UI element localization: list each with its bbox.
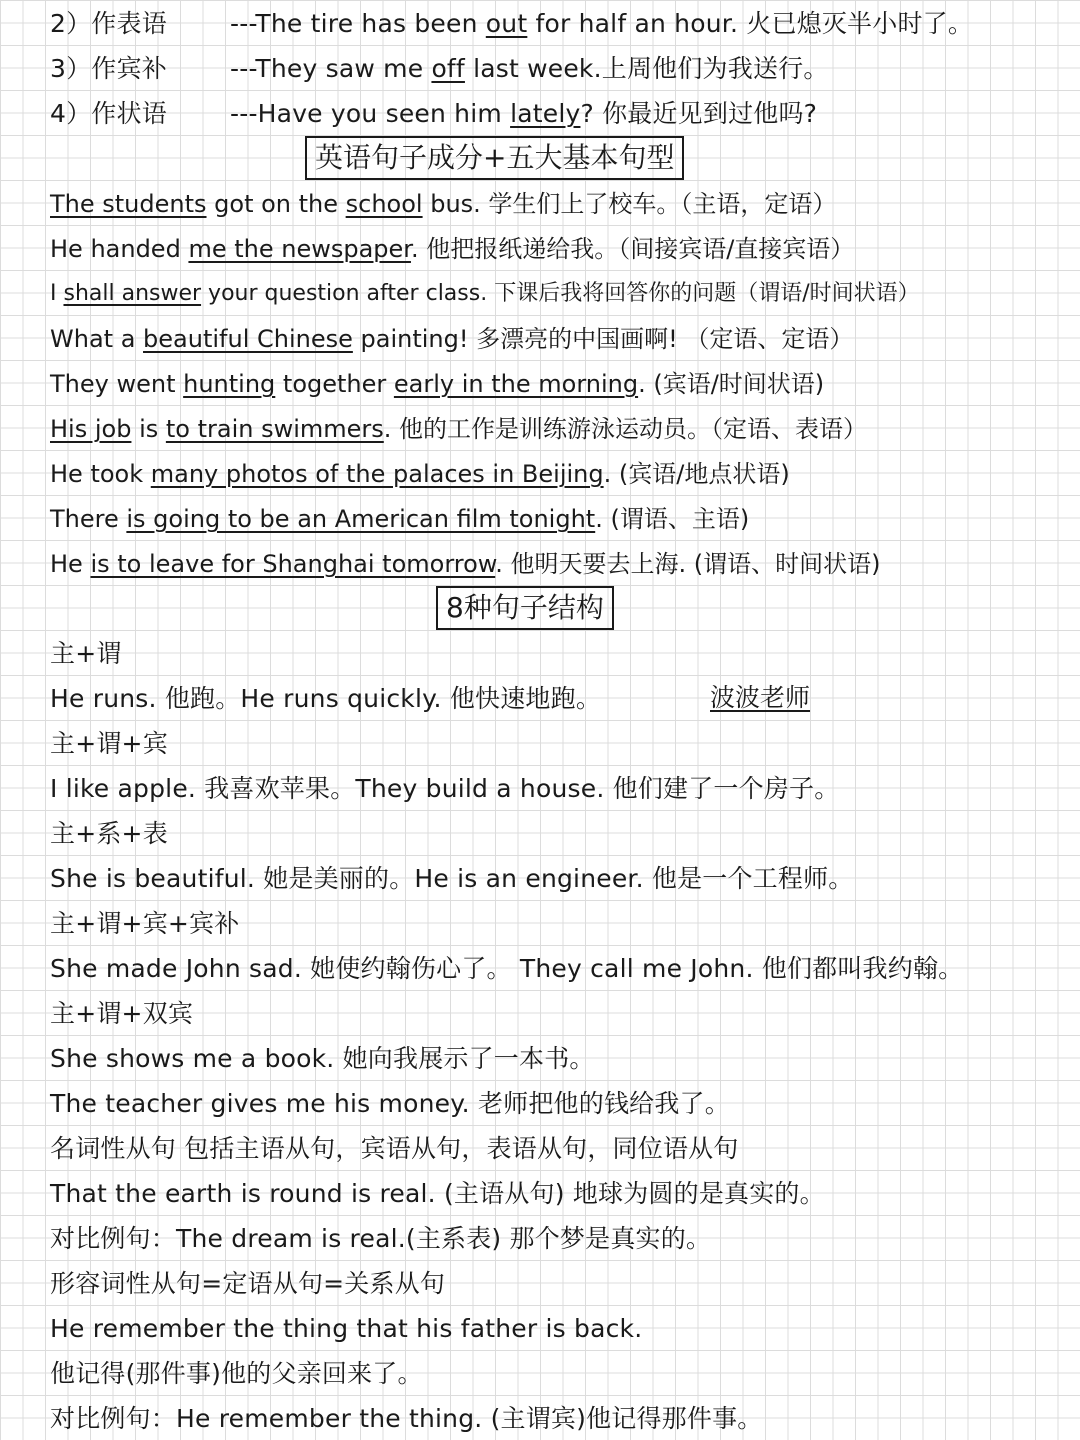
example-text: He handed [50, 235, 189, 263]
usage-label: 4）作状语 [50, 99, 167, 128]
usage-underlined: lately [510, 99, 581, 128]
example-text: bus. 学生们上了校车。（主语，定语） [422, 190, 837, 218]
example-text: is [131, 415, 166, 443]
usage-text: The tire has been [255, 9, 486, 38]
example-text: got on the [206, 190, 346, 218]
example-line [50, 319, 853, 359]
usage-line-predicative [50, 4, 973, 44]
structure-example: She made John sad. 她使约翰伤心了。 They call me John. 他们都叫我约翰。 [50, 954, 964, 983]
structure-heading: 主+系+表 [50, 819, 168, 848]
usage-dash: --- [230, 99, 258, 128]
usage-dash: --- [230, 9, 256, 38]
example-text: . (宾语/地点状语) [603, 460, 790, 488]
structure-example: I like apple. 我喜欢苹果。They build a house. 他们建了一个房子。 [50, 774, 840, 803]
usage-line-object-complement [50, 49, 829, 89]
structure-heading: 主+谓+宾+宾补 [50, 909, 240, 938]
structure-example: She is beautiful. 她是美丽的。He is an engineer. 他是一个工程师。 [50, 864, 854, 893]
example-text: There [50, 505, 127, 533]
structure-example: The teacher gives me his money. 老师把他的钱给我了。 [50, 1089, 730, 1118]
structure-example: 对比例句：The dream is real.(主系表) 那个梦是真实的。 [50, 1224, 712, 1253]
example-line [50, 229, 854, 269]
example-underlined: is to leave for Shanghai tomorrow [90, 550, 496, 578]
example-underlined: The students [50, 190, 207, 218]
notes-page [50, 0, 1050, 1440]
example-line [50, 184, 836, 224]
example-underlined: many photos of the palaces in Beijing [150, 460, 604, 488]
usage-line-adverbial [50, 94, 817, 134]
example-underlined: school [345, 190, 423, 218]
example-underlined: early in the morning [393, 370, 639, 398]
usage-underlined: off [431, 54, 465, 83]
usage-dash: --- [230, 54, 256, 83]
example-text: your question after class. 下课后我将回答你的问题（谓语/时间状语） [201, 281, 920, 306]
section-title-sentence-elements: 英语句子成分+五大基本句型 [305, 136, 684, 180]
usage-underlined: out [485, 9, 528, 38]
example-underlined: to train swimmers [165, 415, 384, 443]
example-underlined: me the newspaper [188, 235, 411, 263]
example-underlined: His job [50, 415, 132, 443]
example-underlined: hunting [183, 370, 276, 398]
example-text: . 他的工作是训练游泳运动员。（定语、表语） [383, 415, 868, 443]
clause-note: 形容词性从句=定语从句=关系从句 [50, 1269, 446, 1298]
structure-example: She shows me a book. 她向我展示了一本书。 [50, 1044, 595, 1073]
example-text: They went [50, 370, 184, 398]
example-line [50, 499, 749, 539]
example-text: What a [50, 325, 144, 353]
structure-example: That the earth is round is real. (主语从句) 地球为圆的是真实的。 [50, 1179, 825, 1208]
teacher-signature: 波波老师 [710, 683, 811, 712]
structure-heading: 主+谓+双宾 [50, 999, 194, 1028]
structure-example: 他记得(那件事)他的父亲回来了。 [50, 1359, 423, 1388]
clause-note: 名词性从句 包括主语从句，宾语从句，表语从句，同位语从句 [50, 1134, 739, 1163]
example-text: I [50, 281, 64, 306]
usage-label: 2）作表语 [50, 9, 167, 38]
example-text: . (谓语、主语) [595, 505, 750, 533]
structure-example: 对比例句：He remember the thing. (主谓宾)他记得那件事。 [50, 1404, 763, 1433]
example-underlined: is going to be an American film tonight [126, 505, 596, 533]
usage-label: 3）作宾补 [50, 54, 167, 83]
usage-text: ? 你最近见到过他吗? [580, 99, 818, 128]
example-line [50, 409, 867, 449]
example-text: . (宾语/时间状语) [638, 370, 825, 398]
example-text: He took [50, 460, 151, 488]
structure-heading: 主+谓 [50, 639, 122, 668]
example-line [50, 364, 824, 404]
usage-text: Have you seen him [257, 99, 511, 128]
structure-example: He runs. 他跑。He runs quickly. 他快速地跑。 [50, 684, 602, 713]
usage-text: for half an hour. 火已熄灭半小时了。 [527, 9, 974, 38]
section-title-sentence-structures: 8种句子结构 [436, 586, 614, 630]
example-line [50, 544, 880, 584]
structure-example: He remember the thing that his father is back. [50, 1314, 643, 1343]
example-text: He [50, 550, 91, 578]
example-line [50, 274, 920, 314]
example-underlined: beautiful Chinese [143, 325, 353, 353]
usage-text: last week.上周他们为我送行。 [464, 54, 829, 83]
example-text: together [275, 370, 394, 398]
structure-heading: 主+谓+宾 [50, 729, 168, 758]
example-text: . 他明天要去上海. (谓语、时间状语) [495, 550, 881, 578]
example-underlined: shall answer [63, 281, 202, 306]
example-text: . 他把报纸递给我。（间接宾语/直接宾语） [410, 235, 855, 263]
example-line [50, 454, 790, 494]
usage-text: They saw me [255, 54, 432, 83]
example-text: painting! 多漂亮的中国画啊! （定语、定语） [352, 325, 854, 353]
